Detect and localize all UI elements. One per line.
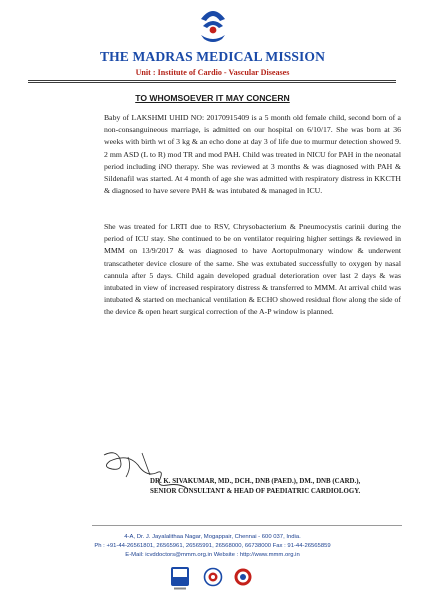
- letter-paragraph-1: Baby of LAKSHMI UHID NO: 20170915409 is a 5 month old female child, second born of a non-consanguineous marriage, is admitted on our hospital on 6/10/17. She was born at 36 weeks with birth wt of 3 kg & an echo done at day 3 of life due to murmur detection showed 9. 2 mm ASD (L to R) mod TR and mod PAH. Child was treated in NICU for PAH in the neonatal period including iNO therapy. She was reviewed at 3 months & was diagnosed with PAH & Sildenafil was started. At 4 month of age she was admitted with respiratory distress in KKCTH & diagnosed to have severe PAH & was intubated & managed in ICU.: [104, 113, 401, 196]
- footer-address: 4-A, Dr. J. Jayalalithaa Nagar, Mogappair, Chennai - 600 037, India.: [124, 534, 301, 540]
- header-divider-top: [28, 80, 396, 81]
- nabh-badge: [233, 566, 253, 592]
- letter-paragraph-2: She was treated for LRTI due to RSV, Chrysobacterium & Pneumocystis carinii during the period of ICU stay. She continued to be on ventilator requiring higher settings & reviewed in MMM on 13/9/2017 & was diagnosed to have Aortopulmonary window & underwent transcatheter device closure of the same. She was extubated successfully to oxygen by nasal cannula after 5 days. Child again developed gradual deterioration over last 2 days & was intubated in view of increased respiratory distress & transferred to MMM. At arrival child was intubated & started on mechanical ventilation & ECHO showed residual flow along the side of the device & open heart surgical correction of the A-P window is planned.: [104, 222, 401, 317]
- organization-unit: Unit : Institute of Cardio - Vascular Diseases: [135, 68, 290, 77]
- organization-name: THE MADRAS MEDICAL MISSION: [99, 49, 326, 64]
- signatory-name: DR. K. SIVAKUMAR, MD., DCH., DNB (PAED.), DM., DNB (CARD.),: [150, 478, 361, 485]
- accreditation-seal-badge: [203, 566, 223, 592]
- signatory-title: SENIOR CONSULTANT & HEAD OF PAEDIATRIC CARDIOLOGY.: [150, 488, 361, 495]
- footer-phone-fax: Ph : +91-44-26561801, 26565961, 26565991, 26568000, 66738000 Fax : 91-44-26565859: [94, 543, 331, 549]
- footer-divider: [92, 525, 402, 526]
- tuv-certification-badge: [170, 566, 190, 592]
- letter-subject: TO WHOMSOEVER IT MAY CONCERN: [135, 93, 290, 103]
- mmm-logo-icon: [193, 4, 233, 44]
- header-divider-bottom: [28, 82, 396, 83]
- handwritten-signature: [98, 447, 198, 492]
- footer-email-website: E-Mail: icvddoctors@mmm.org.in Website : http://www.mmm.org.in: [125, 552, 300, 558]
